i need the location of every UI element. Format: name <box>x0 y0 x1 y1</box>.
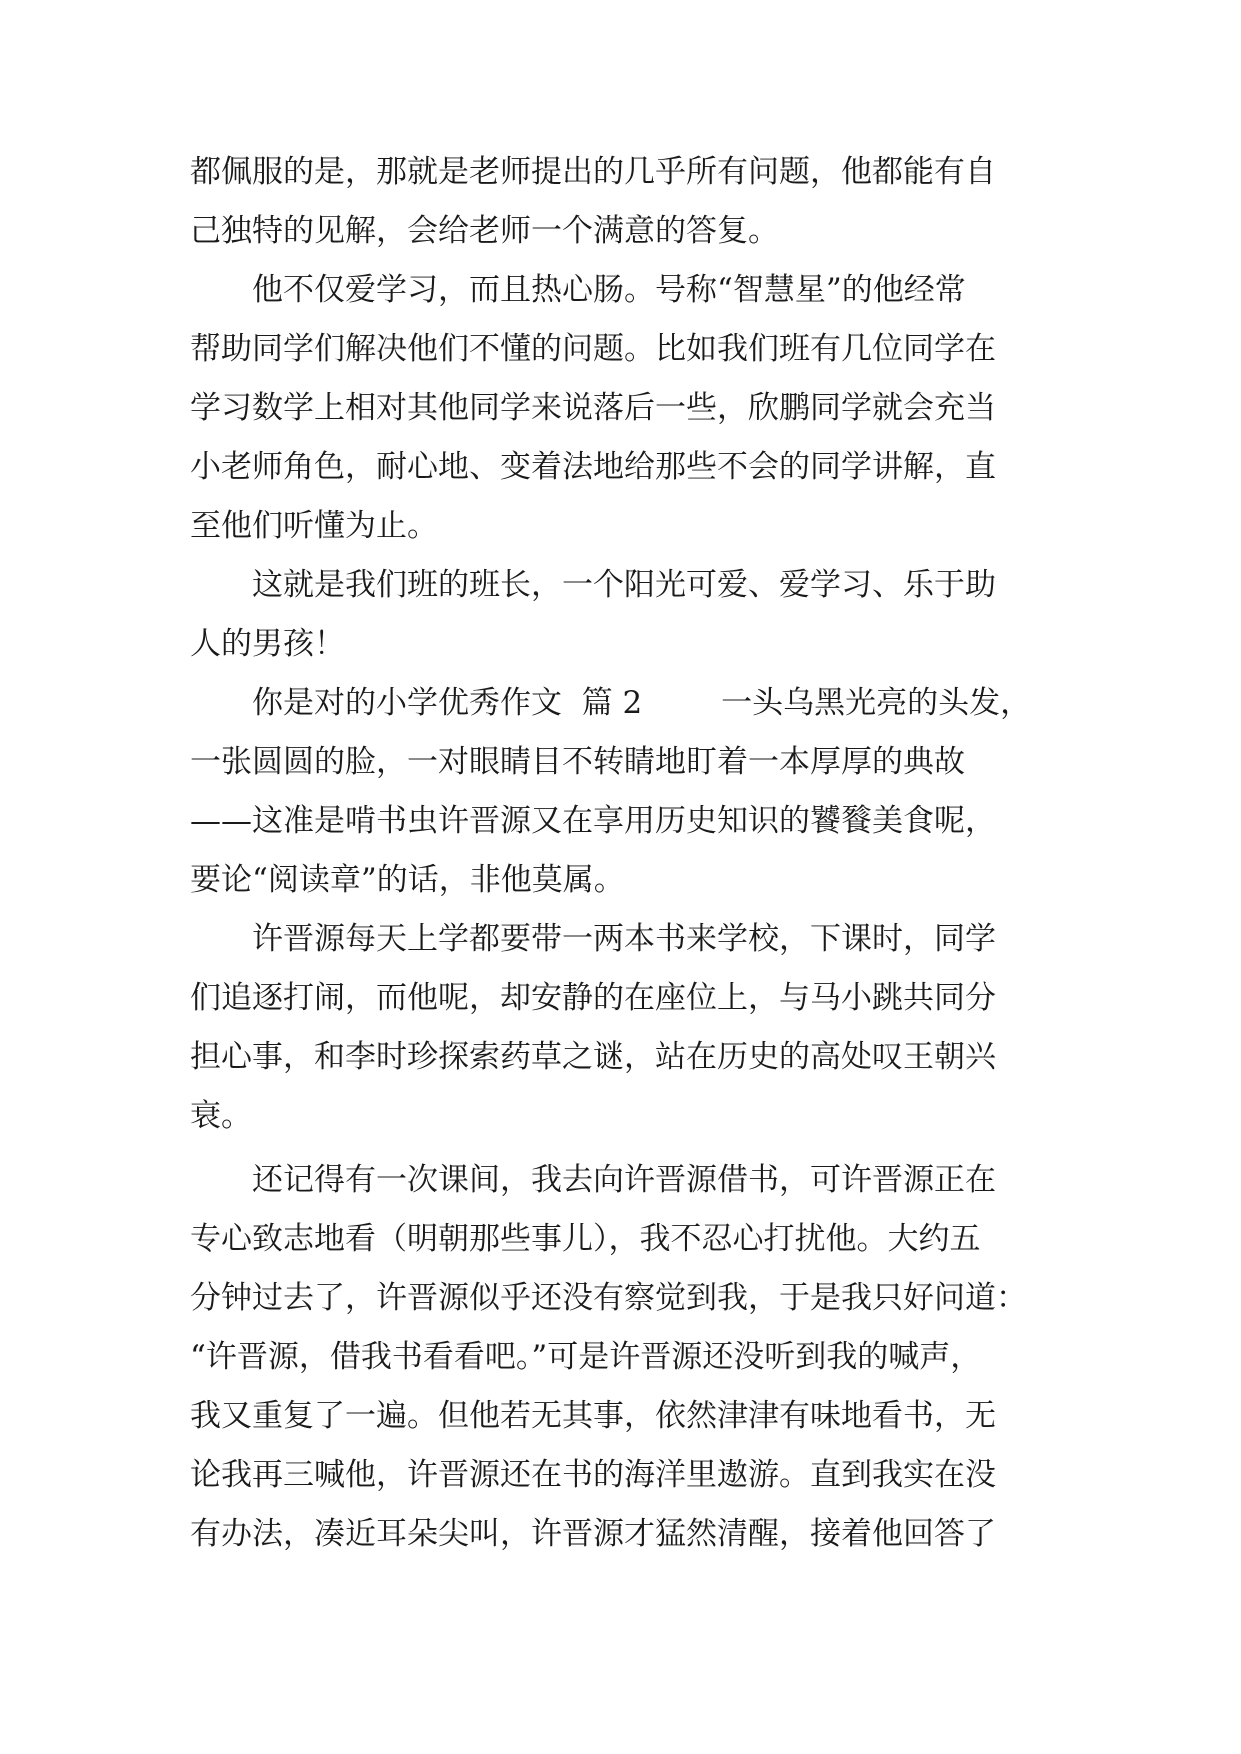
text-line: 至他们听懂为止。 <box>190 508 438 544</box>
paragraph-start-line: 他不仅爱学习，而且热心肠。号称“智慧星”的他经常 <box>252 272 966 308</box>
text-line: 帮助同学们解决他们不懂的问题。比如我们班有几位同学在 <box>190 331 996 367</box>
paragraph-start-line: 这就是我们班的班长，一个阳光可爱、爱学习、乐于助 <box>252 567 996 603</box>
text-line: 要论“阅读章”的话，非他莫属。 <box>190 862 625 898</box>
text-line: 学习数学上相对其他同学来说落后一些，欣鹏同学就会充当 <box>190 390 996 426</box>
text-line: 担心事，和李时珍探索药草之谜，站在历史的高处叹王朝兴 <box>190 1039 996 1075</box>
text-line: 一张圆圆的脸，一对眼睛目不转睛地盯着一本厚厚的典故 <box>190 744 965 780</box>
text-line: 有办法，凑近耳朵尖叫，许晋源才猛然清醒，接着他回答了 <box>190 1516 996 1552</box>
text-line: 论我再三喊他，许晋源还在书的海洋里遨游。直到我实在没 <box>190 1457 996 1493</box>
text-line: 们追逐打闹，而他呢，却安静的在座位上，与马小跳共同分 <box>190 980 996 1016</box>
text-line: ——这准是啃书虫许晋源又在享用历史知识的饕餮美食呢， <box>190 803 996 839</box>
text-line: 都佩服的是，那就是老师提出的几乎所有问题，他都能有自 <box>190 154 996 190</box>
paragraph-start-line: 许晋源每天上学都要带一两本书来学校，下课时，同学 <box>252 921 996 957</box>
text-line: 己独特的见解，会给老师一个满意的答复。 <box>190 213 779 249</box>
text-line: 衰。 <box>190 1098 252 1134</box>
text-line: 专心致志地看（明朝那些事儿），我不忍心打扰他。大约五 <box>190 1221 981 1257</box>
text-line: 人的男孩！ <box>190 626 345 662</box>
text-line: 小老师角色，耐心地、变着法地给那些不会的同学讲解，直 <box>190 449 996 485</box>
text-line: 我又重复了一遍。但他若无其事，依然津津有味地看书，无 <box>190 1398 996 1434</box>
section-heading-line: 你是对的小学优秀作文 篇 2 一头乌黑光亮的头发， <box>252 685 1032 721</box>
text-line: 分钟过去了，许晋源似乎还没有察觉到我，于是我只好问道： <box>190 1280 1027 1316</box>
text-line: “许晋源，借我书看看吧。”可是许晋源还没听到我的喊声， <box>190 1339 982 1375</box>
paragraph-start-line: 还记得有一次课间，我去向许晋源借书，可许晋源正在 <box>252 1162 996 1198</box>
